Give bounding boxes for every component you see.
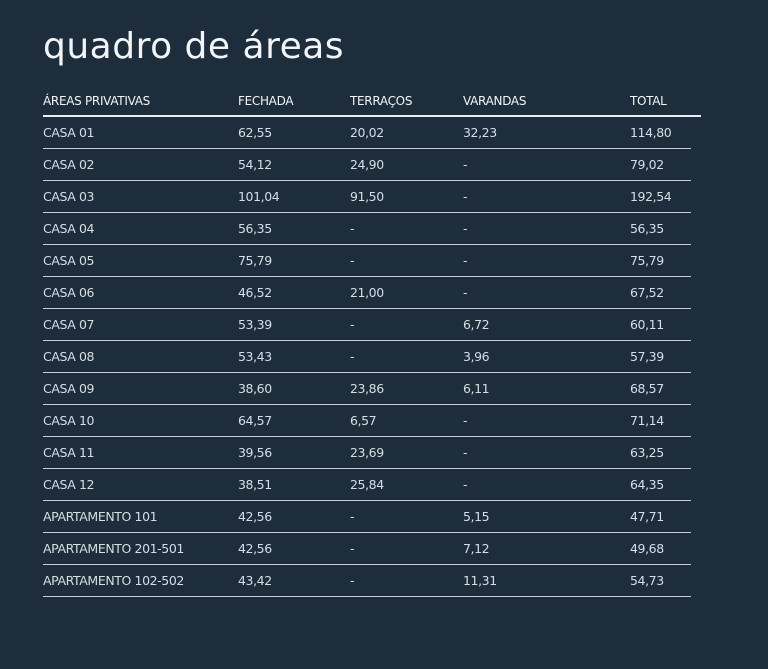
cell-varandas: -	[463, 189, 468, 204]
table-row	[43, 245, 691, 277]
cell-total: 47,71	[630, 509, 664, 524]
cell-total: 63,25	[630, 445, 664, 460]
cell-fechada: 56,35	[238, 221, 272, 236]
cell-unit: APARTAMENTO 101	[43, 509, 158, 524]
table-row	[43, 469, 691, 501]
cell-fechada: 101,04	[238, 189, 280, 204]
cell-unit: CASA 06	[43, 285, 95, 300]
table-row	[43, 341, 691, 373]
cell-terracos: -	[350, 573, 355, 588]
header-terracos: TERRAÇOS	[350, 94, 413, 108]
cell-terracos: -	[350, 509, 355, 524]
table-row	[43, 277, 691, 309]
cell-varandas: -	[463, 221, 468, 236]
cell-varandas: 6,72	[463, 317, 490, 332]
header-areas-privativas: ÁREAS PRIVATIVAS	[43, 94, 150, 108]
cell-unit: CASA 12	[43, 477, 95, 492]
cell-terracos: 20,02	[350, 125, 384, 140]
table-row	[43, 533, 691, 565]
cell-total: 79,02	[630, 157, 664, 172]
cell-fechada: 53,43	[238, 349, 272, 364]
cell-unit: APARTAMENTO 102-502	[43, 573, 184, 588]
cell-unit: CASA 01	[43, 125, 95, 140]
areas-table	[43, 90, 701, 597]
cell-total: 64,35	[630, 477, 664, 492]
table-row	[43, 213, 691, 245]
cell-total: 68,57	[630, 381, 664, 396]
cell-total: 67,52	[630, 285, 664, 300]
cell-terracos: 21,00	[350, 285, 384, 300]
cell-terracos: -	[350, 221, 355, 236]
table-row	[43, 309, 691, 341]
cell-unit: CASA 10	[43, 413, 95, 428]
cell-total: 71,14	[630, 413, 664, 428]
cell-terracos: -	[350, 253, 355, 268]
cell-unit: CASA 09	[43, 381, 95, 396]
header-varandas: VARANDAS	[463, 94, 527, 108]
cell-total: 114,80	[630, 125, 672, 140]
table-header-row	[43, 90, 701, 117]
cell-fechada: 53,39	[238, 317, 272, 332]
cell-fechada: 38,60	[238, 381, 272, 396]
cell-terracos: 23,69	[350, 445, 384, 460]
cell-fechada: 39,56	[238, 445, 272, 460]
cell-varandas: 3,96	[463, 349, 490, 364]
cell-total: 192,54	[630, 189, 672, 204]
table-row	[43, 373, 691, 405]
table-row	[43, 181, 691, 213]
table-row	[43, 501, 691, 533]
cell-fechada: 62,55	[238, 125, 272, 140]
cell-fechada: 38,51	[238, 477, 272, 492]
cell-fechada: 42,56	[238, 509, 272, 524]
cell-terracos: -	[350, 541, 355, 556]
cell-terracos: 91,50	[350, 189, 384, 204]
cell-varandas: -	[463, 445, 468, 460]
cell-unit: CASA 11	[43, 445, 95, 460]
cell-varandas: 32,23	[463, 125, 497, 140]
cell-fechada: 64,57	[238, 413, 272, 428]
cell-terracos: 24,90	[350, 157, 384, 172]
cell-terracos: 25,84	[350, 477, 384, 492]
cell-unit: CASA 08	[43, 349, 95, 364]
cell-varandas: -	[463, 477, 468, 492]
table-row	[43, 565, 691, 597]
cell-total: 57,39	[630, 349, 664, 364]
cell-varandas: -	[463, 285, 468, 300]
page-title: quadro de áreas	[43, 26, 345, 67]
cell-unit: CASA 07	[43, 317, 95, 332]
cell-terracos: 23,86	[350, 381, 384, 396]
cell-total: 54,73	[630, 573, 664, 588]
table-row	[43, 437, 691, 469]
cell-unit: CASA 03	[43, 189, 95, 204]
cell-varandas: -	[463, 413, 468, 428]
table-row	[43, 149, 691, 181]
cell-unit: CASA 05	[43, 253, 95, 268]
cell-terracos: -	[350, 349, 355, 364]
cell-fechada: 54,12	[238, 157, 272, 172]
header-fechada: FECHADA	[238, 94, 294, 108]
cell-fechada: 42,56	[238, 541, 272, 556]
cell-terracos: -	[350, 317, 355, 332]
cell-unit: APARTAMENTO 201-501	[43, 541, 184, 556]
cell-varandas: 11,31	[463, 573, 497, 588]
cell-total: 56,35	[630, 221, 664, 236]
cell-varandas: 7,12	[463, 541, 490, 556]
cell-varandas: -	[463, 157, 468, 172]
cell-fechada: 75,79	[238, 253, 272, 268]
cell-total: 60,11	[630, 317, 664, 332]
header-total: TOTAL	[630, 94, 667, 108]
cell-unit: CASA 04	[43, 221, 95, 236]
cell-fechada: 46,52	[238, 285, 272, 300]
cell-varandas: 5,15	[463, 509, 490, 524]
cell-total: 75,79	[630, 253, 664, 268]
cell-varandas: -	[463, 253, 468, 268]
cell-unit: CASA 02	[43, 157, 95, 172]
cell-terracos: 6,57	[350, 413, 377, 428]
cell-varandas: 6,11	[463, 381, 490, 396]
table-row	[43, 117, 691, 149]
cell-fechada: 43,42	[238, 573, 272, 588]
cell-total: 49,68	[630, 541, 664, 556]
table-row	[43, 405, 691, 437]
